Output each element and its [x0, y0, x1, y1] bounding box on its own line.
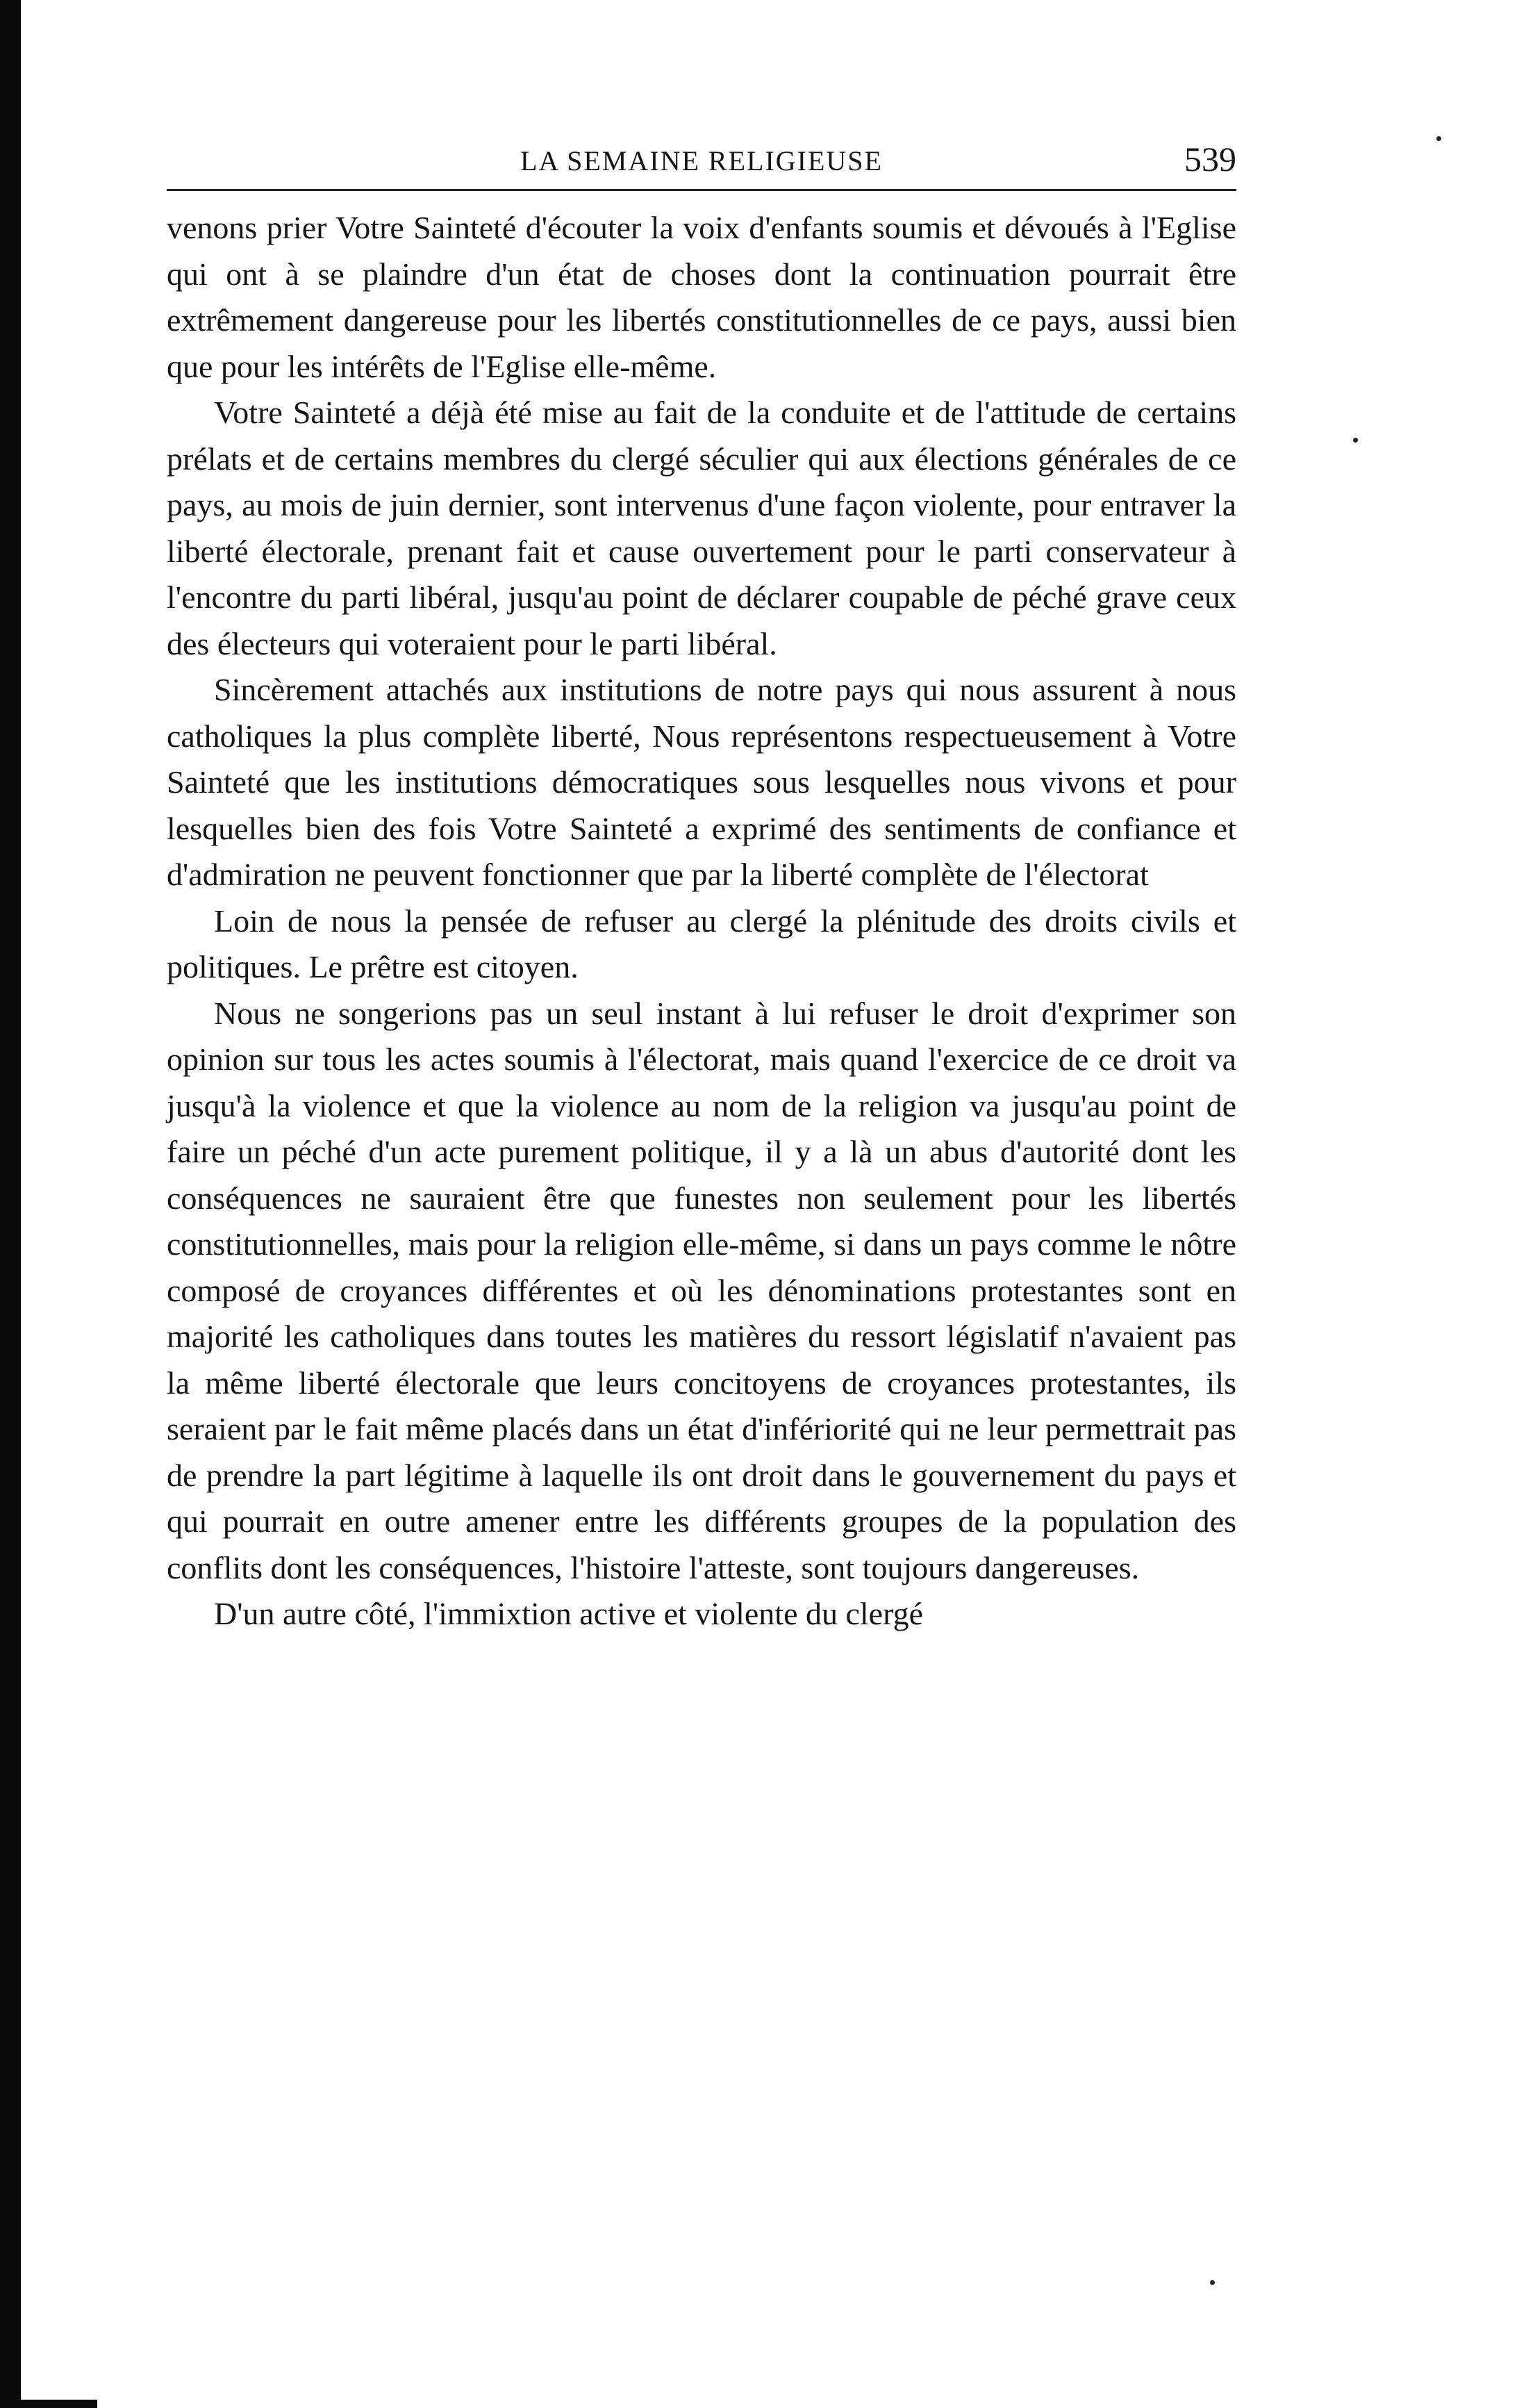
body-text [167, 205, 1236, 1638]
scan-speck [1353, 438, 1358, 443]
binding-edge [0, 0, 21, 2408]
paragraph-4: Loin de nous la pensée de refuser au clergé la plénitude des droits civils et politiques. Le prêtre est citoyen. [167, 902, 1236, 984]
paragraph-5: Nous ne songerions pas un seul instant à lui refuser le droit d'exprimer son opinion sur tous les actes soumis à l'électorat, mais quand l'exercice de ce droit va jusqu'à la violence et que la violence au nom de la religion va jusqu'au point de faire un péché d'un acte purement politique, il y a là un abus d'autorité dont les conséquences ne sauraient être que funestes non seulement pour les libertés constitutionnelles, mais pour la religion elle-même, si dans un pays comme le nôtre composé de croyances différentes et où les dénominations protestantes sont en majorité les catholiques dans toutes les matières du ressort législatif n'avaient pas la même liberté électorale que leurs concitoyens de croyances protestantes, ils seraient par le fait même placés dans un état d'infériorité qui ne leur permettrait pas de prendre la part légitime à laquelle ils ont droit dans le gouvernement du pays et qui pourrait en outre amener entre les différents groupes de la population des conflits dont les conséquences, l'histoire l'atteste, sont toujours dangereuses. [167, 995, 1236, 1585]
paragraph-3: Sincèrement attachés aux institutions de notre pays qui nous assurent à nous catholiques la plus complète liberté, Nous représentons respectueusement à Votre Sainteté que les institutions démocratiques sous lesquelles nous vivons et pour lesquelles bien des fois Votre Sainteté a exprimé des sentiments de confiance et d'admiration ne peuvent fonctionner que par la liberté complète de l'électorat [167, 672, 1236, 892]
running-head [167, 132, 1236, 181]
scan-speck [1210, 2280, 1215, 2285]
header-rule [167, 189, 1236, 191]
book-page [167, 132, 1236, 1638]
binding-foot [21, 2400, 97, 2408]
page-number: 539 [1184, 140, 1236, 179]
paragraph-6: D'un autre côté, l'immixtion active et violente du clergé [214, 1596, 924, 1631]
paragraph-1: venons prier Votre Sainteté d'écouter la voix d'enfants soumis et dévoués à l'Eglise qui ont à se plaindre d'un état de choses dont la continuation pourrait être extrêmement dangereuse pour les libertés constitutionnelles de ce pays, aussi bien que pour les intérêts de l'Eglise elle-même. [167, 210, 1236, 384]
running-title: LA SEMAINE RELIGIEUSE [520, 145, 883, 176]
scan-speck [1436, 136, 1441, 141]
paragraph-2: Votre Sainteté a déjà été mise au fait de la conduite et de l'attitude de certains prélats et de certains membres du clergé séculier qui aux élections générales de ce pays, au mois de juin dernier, sont intervenus d'une façon violente, pour entraver la liberté électorale, prenant fait et cause ouvertement pour le parti conservateur à l'encontre du parti libéral, jusqu'au point de déclarer coupable de péché grave ceux des électeurs qui voteraient pour le parti libéral. [167, 395, 1236, 661]
